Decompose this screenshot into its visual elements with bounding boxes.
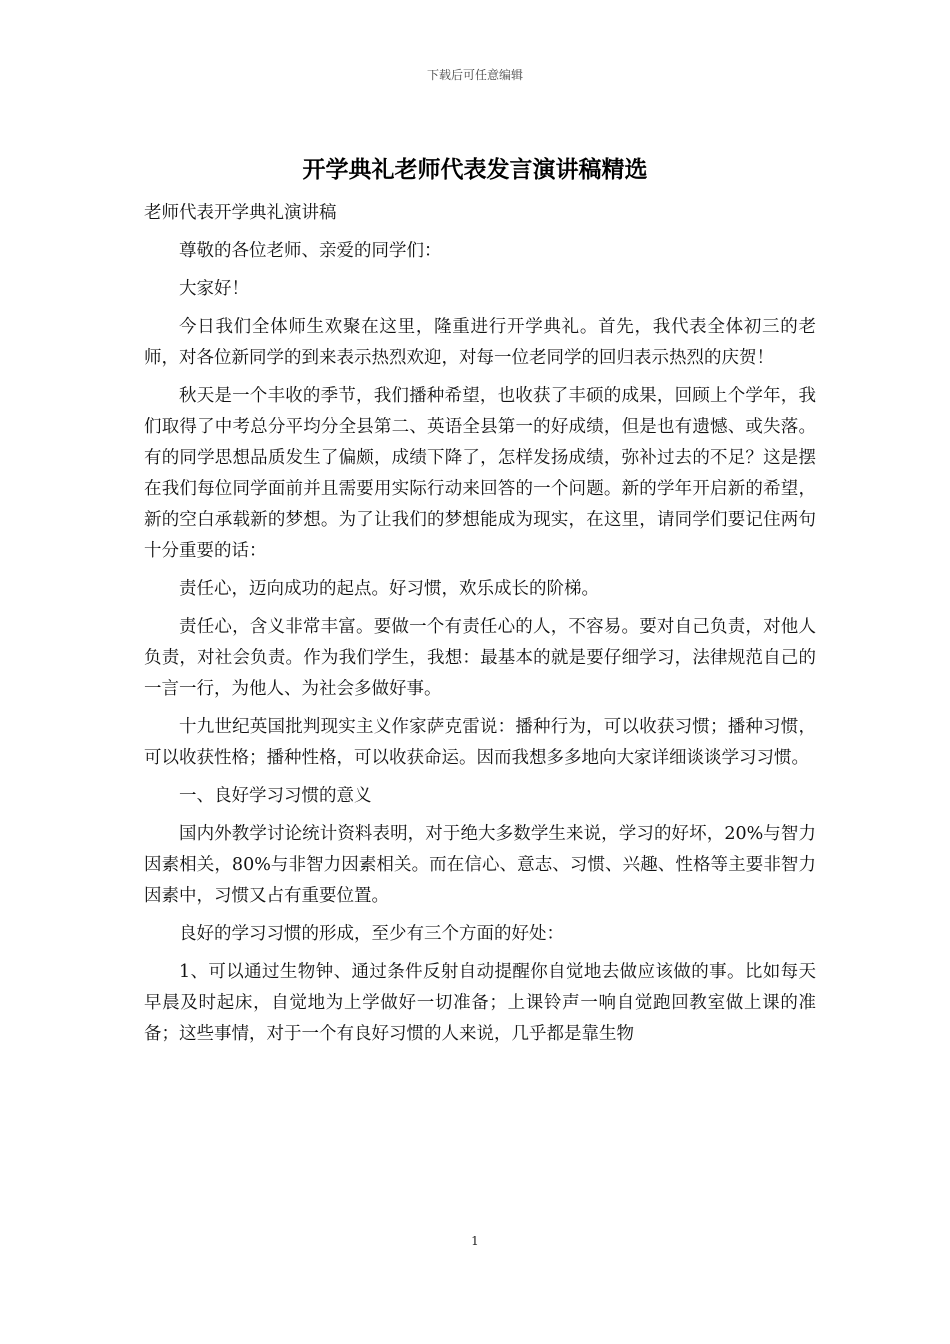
document-body <box>144 198 816 1057</box>
paragraph: 秋天是一个丰收的季节，我们播种希望，也收获了丰硕的成果，回顾上个学年，我们取得了中考总分平均分全县第二、英语全县第一的好成绩，但是也有遗憾、或失落。有的同学思想品质发生了偏颇，成绩下降了，怎样发扬成绩，弥补过去的不足？这是摆在我们每位同学面前并且需要用实际行动来回答的一个问题。新的学年开启新的希望，新的空白承载新的梦想。为了让我们的梦想能成为现实，在这里，请同学们要记住两句十分重要的话： <box>144 386 816 561</box>
paragraph: 国内外教学讨论统计资料表明，对于绝大多数学生来说，学习的好坏，20%与智力因素相关，80%与非智力因素相关。而在信心、意志、习惯、兴趣、性格等主要非智力因素中，习惯又占有重要位置。 <box>144 824 816 906</box>
paragraph-greeting: 大家好！ <box>179 279 249 299</box>
paragraph: 良好的学习习惯的形成，至少有三个方面的好处： <box>179 924 564 944</box>
page-header: 下载后可任意编辑 <box>426 68 523 82</box>
paragraph: 责任心，迈向成功的起点。好习惯，欢乐成长的阶梯。 <box>179 579 599 599</box>
paragraph: 十九世纪英国批判现实主义作家萨克雷说：播种行为，可以收获习惯；播种习惯，可以收获性格；播种性格，可以收获命运。因而我想多多地向大家详细谈谈学习习惯。 <box>144 717 816 768</box>
paragraph: 责任心，含义非常丰富。要做一个有责任心的人，不容易。要对自己负责，对他人负责，对社会负责。作为我们学生，我想：最基本的就是要仔细学习，法律规范自己的一言一行，为他人、为社会多做好事。 <box>144 617 816 699</box>
document-title: 开学典礼老师代表发言演讲稿精选 <box>302 156 648 183</box>
page-number: 1 <box>471 1234 479 1248</box>
document-subtitle: 老师代表开学典礼演讲稿 <box>144 203 337 223</box>
paragraph: 今日我们全体师生欢聚在这里，隆重进行开学典礼。首先，我代表全体初三的老师，对各位新同学的到来表示热烈欢迎，对每一位老同学的回归表示热烈的庆贺！ <box>144 317 816 368</box>
paragraph: 1、可以通过生物钟、通过条件反射自动提醒你自觉地去做应该做的事。比如每天早晨及时起床，自觉地为上学做好一切准备；上课铃声一响自觉跑回教室做上课的准备；这些事情，对于一个有良好习惯的人来说，几乎都是靠生物 <box>144 962 816 1044</box>
section-heading: 一、良好学习习惯的意义 <box>179 786 372 806</box>
paragraph-salutation: 尊敬的各位老师、亲爱的同学们： <box>179 241 442 261</box>
